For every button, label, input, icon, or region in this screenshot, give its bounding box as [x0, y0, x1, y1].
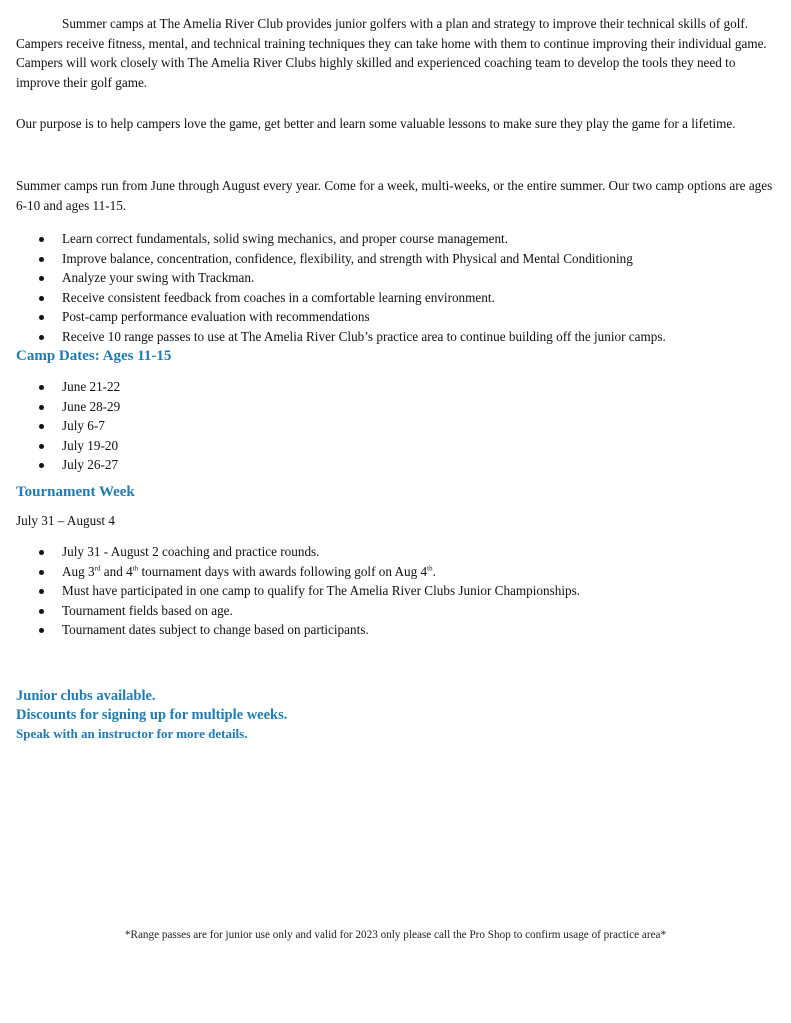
- tournament-list: [16, 542, 776, 640]
- list-item: July 31 - August 2 coaching and practice rounds.: [16, 542, 776, 562]
- list-item: Receive 10 range passes to use at The Amelia River Club’s practice area to continue building off the junior camps.: [16, 327, 776, 347]
- list-item: Tournament dates subject to change based on participants.: [16, 620, 776, 640]
- promo-line-3: Speak with an instructor for more details.: [16, 726, 248, 741]
- superscript: th: [132, 564, 139, 573]
- text-span: and 4: [100, 563, 133, 579]
- camp-dates-list: [16, 377, 776, 475]
- intro-paragraph-3: Summer camps run from June through August every year. Come for a week, multi-weeks, or the entire summer. Our two camp options are ages 6-10 and ages 11-15.: [16, 178, 773, 213]
- benefits-list: [16, 229, 776, 346]
- promo-line-2: Discounts for signing up for multiple weeks.: [16, 707, 288, 723]
- list-item: June 28-29: [16, 397, 776, 417]
- list-item: Receive consistent feedback from coaches in a comfortable learning environment.: [16, 288, 776, 308]
- list-item: Must have participated in one camp to qualify for The Amelia River Clubs Junior Championships.: [16, 581, 776, 601]
- promo-line-1: Junior clubs available.: [16, 688, 156, 704]
- list-item: Learn correct fundamentals, solid swing mechanics, and proper course management.: [16, 229, 776, 249]
- promo-block: [16, 687, 287, 742]
- list-item: July 6-7: [16, 416, 776, 436]
- text-span: Aug 3: [62, 563, 95, 579]
- tournament-heading: Tournament Week: [16, 484, 135, 500]
- list-item: Post-camp performance evaluation with recommendations: [16, 307, 776, 327]
- list-item: July 19-20: [16, 436, 776, 456]
- list-item: [16, 562, 776, 582]
- list-item: Analyze your swing with Trackman.: [16, 268, 776, 288]
- list-item: Improve balance, concentration, confidence, flexibility, and strength with Physical and Mental Conditioning: [16, 249, 776, 269]
- text-span: .: [432, 563, 436, 579]
- list-item: July 26-27: [16, 455, 776, 475]
- text-span: tournament days with awards following golf on Aug 4: [138, 563, 428, 579]
- footnote: *Range passes are for junior use only and valid for 2023 only please call the Pro Shop to confirm usage of practice area*: [124, 929, 667, 941]
- camp-dates-heading: Camp Dates: Ages 11-15: [16, 348, 172, 364]
- superscript: rd: [94, 564, 101, 573]
- list-item: June 21-22: [16, 377, 776, 397]
- intro-paragraph-1: Summer camps at The Amelia River Club provides junior golfers with a plan and strategy to improve their technical skills of golf. Campers receive fitness, mental, and technical training techniques they can take home with them to continue improving their individual game. Campers will work closely with The Amelia River Clubs highly skilled and experienced coaching team to develop the tools they need to improve their golf game.: [16, 16, 767, 90]
- tournament-date-range: July 31 – August 4: [16, 513, 115, 528]
- superscript: th: [427, 564, 433, 573]
- intro-paragraph-2: Our purpose is to help campers love the game, get better and learn some valuable lessons to make sure they play the game for a lifetime.: [16, 116, 736, 131]
- list-item: Tournament fields based on age.: [16, 601, 776, 621]
